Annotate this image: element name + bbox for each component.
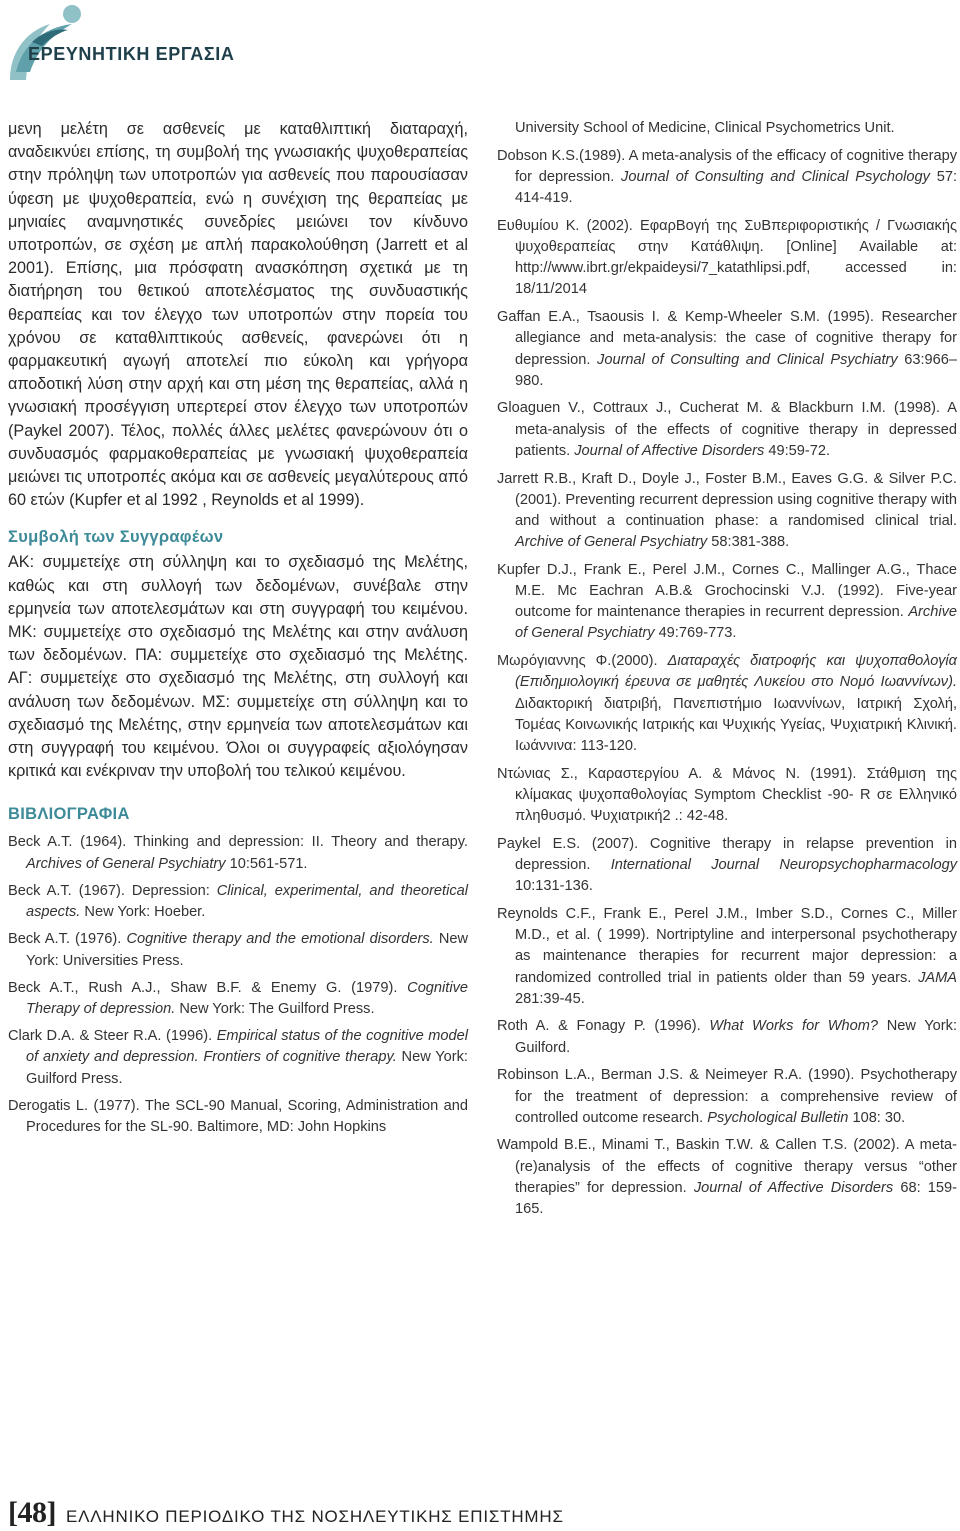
bibliography-heading: ΒΙΒΛΙΟΓΡΑΦΙΑ bbox=[8, 805, 130, 824]
reference-text: Jarrett R.B., Kraft D., Doyle J., Foster B.M., Eaves G.G. & Silver P.C. (2001). Preventing recurrent depression using cognitive therapy with and without a continuation phase: a randomised clinical trial. bbox=[497, 470, 957, 529]
reference-source: JAMA bbox=[918, 969, 957, 986]
reference-entry bbox=[497, 1016, 957, 1058]
reference-text: Robinson L.A., Berman J.S. & Neimeyer R.A. (1990). Psychotherapy for the treatment of depression: a comprehensive review of controlled outcome research. bbox=[497, 1067, 957, 1126]
reference-text: Paykel E.S. (2007). Cognitive therapy in relapse prevention in depression. bbox=[497, 835, 957, 873]
reference-text: Dobson K.S.(1989). A meta-analysis of the efficacy of cognitive therapy for depression. bbox=[497, 147, 957, 185]
reference-entry bbox=[8, 1096, 468, 1138]
reference-text: Roth A. & Fonagy P. (1996). bbox=[497, 1018, 710, 1035]
reference-details: 10:131-136. bbox=[515, 878, 593, 895]
reference-source: Clinical, experimental, and theoretical aspects. bbox=[26, 882, 468, 921]
reference-details: 49:769-773. bbox=[654, 625, 737, 642]
reference-text: Wampold B.E., Minami T., Baskin T.W. & Callen T.S. (2002). A meta-(re)analysis of the effects of cognitive therapy versus “other therapies” for depression. bbox=[497, 1137, 957, 1196]
reference-details: New York: Guilford Press. bbox=[26, 1049, 468, 1087]
contributions-heading: Συμβολή των Συγγραφέων bbox=[8, 528, 224, 547]
bibliography-list-right bbox=[497, 118, 957, 1220]
reference-text: Clark D.A. & Steer R.A. (1996). bbox=[8, 1028, 217, 1045]
page-number: [48] bbox=[8, 1496, 56, 1529]
journal-name: ΕΛΛΗΝΙΚΟ ΠΕΡΙΟΔΙΚΟ ΤΗΣ ΝΟΣΗΛΕΥΤΙΚΗΣ ΕΠΙΣΤΗΜΗΣ bbox=[65, 1507, 564, 1526]
reference-text: Beck A.T. (1967). Depression: bbox=[8, 882, 217, 899]
reference-text: Μωρόγιαννης Φ.(2000). bbox=[497, 653, 668, 670]
reference-source: Empirical status of the cognitive model of anxiety and depression. Frontiers of cognitive therapy. bbox=[26, 1028, 468, 1066]
left-column bbox=[8, 118, 468, 1144]
reference-entry bbox=[497, 398, 957, 462]
reference-entry bbox=[497, 146, 957, 210]
reference-text: University School of Medicine, Clinical Psychometrics Unit. bbox=[515, 120, 895, 136]
reference-source: Journal of Consulting and Clinical Psychiatry bbox=[597, 351, 898, 368]
reference-source: What Works for Whom? bbox=[709, 1018, 879, 1035]
reference-source: Cognitive therapy and the emotional disorders. bbox=[126, 931, 434, 948]
journal-logo-icon bbox=[2, 2, 94, 82]
reference-entry bbox=[497, 834, 957, 898]
reference-details: New York: Guilford. bbox=[515, 1018, 958, 1056]
reference-details: New York: The Guilford Press. bbox=[175, 1000, 375, 1017]
reference-entry bbox=[497, 216, 957, 301]
reference-entry bbox=[497, 1065, 957, 1129]
reference-source: Archive of General Psychiatry bbox=[515, 534, 708, 551]
reference-entry bbox=[8, 832, 468, 874]
reference-source: Cognitive Therapy of depression. bbox=[26, 979, 468, 1017]
reference-details: 108: 30. bbox=[848, 1109, 906, 1126]
reference-text: Ντώνιας Σ., Καραστεργίου Α. & Μάνος Ν. (1991). Στάθμιση της κλίμακας ψυχοπαθολογίας Symptom Checklist -90- R σε Ελληνικό πληθυσμό. Ψυχιατρική2 .: 42-48. bbox=[497, 765, 957, 825]
reference-entry bbox=[497, 904, 957, 1010]
reference-details: 63:966–980. bbox=[515, 351, 957, 389]
reference-entry bbox=[497, 764, 957, 828]
reference-details: 10:561-571. bbox=[225, 855, 308, 872]
reference-entry bbox=[8, 978, 468, 1020]
reference-entry bbox=[8, 881, 468, 923]
reference-source: Psychological Bulletin bbox=[707, 1109, 849, 1126]
reference-details: 281:39-45. bbox=[515, 990, 585, 1007]
reference-entry bbox=[497, 118, 957, 139]
reference-source: Archives of General Psychiatry bbox=[26, 855, 226, 872]
reference-entry bbox=[497, 307, 957, 392]
reference-text: Beck A.T., Rush A.J., Shaw B.F. & Enemy G. (1979). bbox=[8, 979, 408, 996]
reference-entry bbox=[497, 469, 957, 554]
reference-details: 68: 159-165. bbox=[515, 1179, 957, 1218]
reference-details: 49:59-72. bbox=[764, 442, 831, 459]
reference-entry bbox=[8, 929, 468, 971]
reference-source: Journal of Consulting and Clinical Psychology bbox=[621, 168, 930, 185]
page-footer bbox=[8, 1496, 564, 1528]
contributions-paragraph: ΑΚ: συμμετείχε στη σύλληψη και το σχεδιασμό της Μελέτης, καθώς και στη συλλογή των δεδομένων, συνέβαλε στην ερμηνεία των αποτελεσμάτων και στη συγγραφή του κειμένου. ΜΚ: συμμετείχε στο σχεδιασμό της Μελέτης και στην ανάλυση των δεδομένων. ΠΑ: συμμετείχε στο σχεδιασμό της Μελέτης. ΑΓ: συμμετείχε στο σχεδιασμό της Μελέτης, στη συλλογή και ανάλυση των δεδομένων. ΜΣ: συμμετείχε στη σύλληψη και το σχεδιασμό της Μελέτης, στην ερμηνεία των αποτελεσμάτων και στη συγγραφή του κειμένου. Όλοι οι συγγραφείς αξιολόγησαν κριτικά και ενέκριναν την υποβολή του τελικού κειμένου. bbox=[8, 553, 468, 781]
reference-source: Archive of General Psychiatry bbox=[515, 604, 957, 642]
reference-text: Gloaguen V., Cottraux J., Cucherat M. & Blackburn I.M. (1998). A meta-analysis of the effects of cognitive therapy in depressed patients. bbox=[497, 400, 957, 459]
reference-text: Gaffan E.A., Tsaousis I. & Kemp-Wheeler S.M. (1995). Researcher allegiance and meta-analysis: the case of cognitive therapy for depression. bbox=[497, 309, 957, 368]
reference-entry bbox=[497, 651, 957, 757]
reference-text: Ευθυμίου Κ. (2002). ΕφαρΒογή της ΣυΒπεριφοριστικής / Γνωσιακής ψυχοθεραπείας στην Κατάθλιψη. [Online] Available at: http://www.ibrt.gr/ekpaideysi/7_katathlipsi.pdf, accessed in: 18/11/2014 bbox=[497, 217, 957, 298]
reference-text: Beck A.T. (1964). Thinking and depression: II. Theory and therapy. bbox=[8, 834, 468, 851]
reference-source: Διαταραχές διατροφής και ψυχοπαθολογία (Επιδημιολογική έρευνα σε μαθητές Λυκείου στο Νομό Ιωαννίνων). bbox=[515, 653, 957, 691]
reference-details: New York: Universities Press. bbox=[26, 931, 469, 969]
bibliography-list-left bbox=[8, 832, 468, 1138]
reference-text: Derogatis L. (1977). The SCL-90 Manual, Scoring, Administration and Procedures for the SL-90. Baltimore, MD: John Hopkins bbox=[8, 1097, 468, 1135]
reference-entry bbox=[497, 560, 957, 645]
reference-source: Journal of Affective Disorders bbox=[693, 1179, 894, 1196]
reference-details: New York: Hoeber. bbox=[80, 904, 206, 921]
discussion-paragraph: μενη μελέτη σε ασθενείς με καταθλιπτική διαταραχή, αναδεικνύει επίσης, τη συμβολή της γνωσιακής ψυχοθεραπείας στην πρόληψη των υποτροπών για ασθενείς που παρουσίασαν ύφεση με ψυχοθεραπεία, ενώ η συνέχιση της θεραπείας με μηνιαίες αναμνηστικές συνεδρίες μειώνει τον κίνδυνο υποτροπών, σε σχέση με απλή παρακολούθηση (Jarrett et al 2001). Επίσης, μια πρόσφατη ανασκόπηση σχετικά με τη διατήρηση του θετικού αποτελέσματος της συνδυαστικής θεραπείας και τον έλεγχο των υποτροπών στην πορεία του χρόνου σε καταθλιπτικούς ασθενείς, φανερώνει ότι η φαρμακευτική αγωγή αποτελεί πιο εύκολη και γρήγορα αποδοτική λύση στην αρχή και στη μέση της θεραπείας, αλλά η γνωσιακή προσέγγιση υπερτερεί στον έλεγχο των υποτροπών (Paykel 2007). Τέλος, πολλές άλλες μελέτες φανερώνουν ότι ο συνδυασμός φαρμακοθεραπείας με γνωσιακή ψυχοθεραπεία μειώνει τις υποτροπές ακόμα και σε ασθενείς μεγαλύτερους από 60 ετών (Kupfer et al 1992 , Reynolds et al 1999). bbox=[8, 120, 468, 510]
reference-source: International Journal Neuropsychopharmacology bbox=[610, 857, 957, 873]
reference-details: 57: 414-419. bbox=[515, 168, 958, 207]
reference-details: 58:381-388. bbox=[707, 534, 790, 551]
section-label: ΕΡΕΥΝΗΤΙΚΗ ΕΡΓΑΣΙΑ bbox=[28, 44, 235, 64]
reference-entry bbox=[8, 1026, 468, 1090]
reference-text: Kupfer D.J., Frank E., Perel J.M., Cornes C., Mallinger A.G., Thace M.E. Mc Eachran A.B.& Grochocinski V.J. (1992). Five-year outcome for maintenance therapies in recurrent depression. bbox=[497, 561, 957, 621]
reference-text: Reynolds C.F., Frank E., Perel J.M., Imber S.D., Cornes C., Miller M.D., et al. ( 1999). Nortriptyline and interpersonal psychotherapy as maintenance therapies for recurrent major depression: a randomized controlled trial in patients older than 59 years. bbox=[497, 905, 957, 986]
right-column bbox=[497, 118, 957, 1227]
reference-entry bbox=[497, 1135, 957, 1220]
reference-text: Beck A.T. (1976). bbox=[8, 931, 127, 948]
reference-source: Journal of Affective Disorders bbox=[574, 442, 765, 459]
reference-details: Διδακτορική διατριβή, Πανεπιστήμιο Ιωαννίνων, Ιατρική Σχολή, Τομέας Κοινωνικής Ιατρικής και Ψυχικής Υγείας, Ψυχιατρική Κλινική. Ιωάννινα: 113-120. bbox=[515, 695, 957, 754]
